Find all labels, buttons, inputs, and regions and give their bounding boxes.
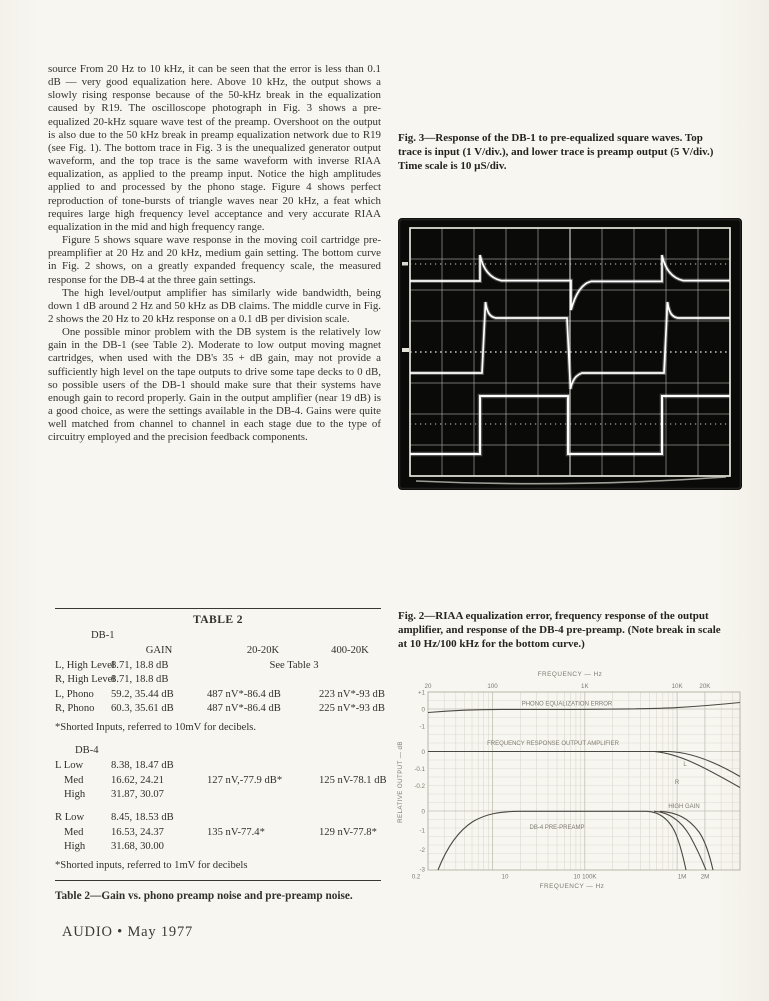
tick-label: 0 (421, 749, 425, 756)
curve-label-output-amplifier: FREQUENCY RESPONSE OUTPUT AMPLIFIER (487, 741, 619, 747)
bottom-axis-ticks (412, 874, 710, 881)
table-rule-bottom (55, 880, 381, 881)
tick-label: 0 (421, 706, 425, 714)
table-caption: Table 2—Gain vs. phono preamp noise and pre-preamp noise. (55, 890, 353, 902)
table-cell: 8.38, 18.47 dB (111, 760, 174, 771)
table-section-db4: DB-4 (75, 745, 99, 756)
table-spacer (55, 803, 381, 810)
table-cell (319, 811, 381, 824)
table-cell: 487 nV*-86.4 dB (207, 688, 281, 700)
curve-label-L: L (683, 762, 687, 768)
table-cell: 225 nV*-93 dB (319, 703, 385, 714)
table-footnote-db1: *Shorted Inputs, referred to 10mV for decibels. (55, 722, 257, 733)
curve-label-db4-pre-preamp: DB-4 PRE-PREAMP (529, 825, 585, 831)
scope-left-marker (402, 262, 408, 266)
table-cell: High (64, 841, 86, 852)
tick-label: 0.2 (411, 873, 421, 881)
page-footer: AUDIO • May 1977 (62, 924, 194, 940)
table-cell: L, Phono (55, 688, 94, 700)
fig2-chart (395, 664, 745, 904)
fig3-caption: Fig. 3—Response of the DB-1 to pre-equalized square waves. Top trace is input (1 V/div.), and lower trace is preamp output (5 V/div.) Time scale is 10 µS/div. (398, 132, 714, 172)
output-amp-left-curve (428, 752, 740, 777)
y-axis-ticks (414, 690, 425, 874)
table-cell (319, 788, 381, 801)
paragraph: Figure 5 shows square wave response in the moving coil cartridge pre-preamplifier at 20 Hz and 20 kHz, medium gain setting. The bottom curve in Fig. 2 shows, on a greatly expanded frequency scale, the measured response for the DB-4 at the three gain settings. (48, 234, 381, 286)
column-header: 20-20K (246, 645, 280, 656)
article-column (48, 63, 381, 445)
tick-label: -2 (419, 847, 425, 854)
db4-response-curve (438, 811, 647, 870)
table-cell (319, 840, 381, 853)
paragraph: The high level/output amplifier has similarly wide bandwidth, being down 1 dB around 2 Hz and 50 kHz as DB claims. The middle curve in Fig. 2 shows the 20 Hz to 20 kHz response on a 0.1 dB per division scale. (48, 286, 381, 325)
oscilloscope-photo (398, 218, 742, 490)
chart-grid (428, 692, 740, 870)
table-db1-grid (55, 644, 385, 715)
db4-rolloff-2 (654, 811, 706, 870)
table-title: TABLE 2 (193, 613, 243, 626)
top-axis-title: FREQUENCY — Hz (537, 671, 603, 678)
table-cell (55, 644, 111, 657)
tick-label: +1 (417, 689, 425, 697)
tick-label: 2M (700, 873, 710, 881)
tick-label: 10 100K (573, 873, 597, 881)
table-cell: High (64, 789, 86, 800)
tick-label: 20 (424, 683, 432, 690)
tick-label: -0.1 (414, 766, 425, 773)
tick-label: 100 (487, 683, 498, 690)
tick-label: -1 (419, 827, 425, 835)
table-cell: 129 nV-77.8* (319, 826, 377, 838)
table-cell (207, 811, 319, 824)
paragraph: source From 20 Hz to 10 kHz, it can be seen that the error is less than 0.1 dB — very good equalization here. Above 10 kHz, the output shows a slowly rising response because of the 50-kHz break in the equalization caused by R19. The oscilloscope photograph in Fig. 3 shows a pre-equalized 20-kHz square wave test of the preamp. Overshoot on the output is also due to the 50 kHz break in preamp equalization network due to R19 (see Fig. 1). The bottom trace in Fig. 3 is the unequalized generator output waveform, and the top trace is the same waveform with inverse RIAA equalization, as applied to the preamp input. Notice the high amplitudes applied to and processed by the phono stage. Figure 4 shows perfect reproduction of tone-bursts of triangle waves near 20 kHz, a feat which requires large high frequency level acceptance and very accurate RIAA equalization in the mid and high frequency range. (48, 63, 381, 233)
table-cell: Med (64, 826, 84, 838)
table-cell: 8.71, 18.8 dB (111, 659, 169, 671)
table-2 (55, 608, 387, 904)
table-cell (207, 759, 319, 772)
curve-label-phono-eq-error: PHONO EQUALIZATION ERROR (521, 701, 613, 708)
table-cell: 223 nV*-93 dB (319, 688, 385, 700)
table-cell: Med (64, 774, 84, 786)
table-cell (207, 840, 319, 853)
table-cell (207, 788, 319, 801)
tick-label: 0 (421, 808, 425, 816)
column-header: GAIN (145, 645, 173, 656)
table-cell: 135 nV-77.4* (207, 826, 265, 838)
table-cell: R Low (55, 812, 85, 823)
tick-label: -1 (419, 723, 425, 731)
table-cell: 127 nV,-77.9 dB* (207, 774, 283, 786)
table-cell: 16.62, 24.21 (111, 774, 164, 786)
table-cell: L Low (55, 760, 84, 771)
tick-label: 1K (581, 683, 589, 690)
top-axis-ticks (425, 683, 712, 690)
fig2-caption: Fig. 2—RIAA equalization error, frequency response of the output amplifier, and response of the DB-4 pre-preamp. (Note break in scale at 10 Hz/100 kHz for the bottom curve.) (398, 610, 721, 650)
table-cell: R, Phono (55, 703, 95, 714)
table-cell: 8.71, 18.8 dB (111, 674, 169, 685)
tick-label: 1M (677, 873, 687, 881)
curve-label-high-gain: HIGH GAIN (668, 804, 700, 810)
table-cell: 16.53, 24.37 (111, 826, 164, 838)
table-cell: 487 nV*-86.4 dB (207, 703, 281, 714)
table-cell: See Table 3 (269, 659, 319, 671)
scope-zero-marker (402, 348, 409, 352)
table-cell: R, High Level (55, 674, 116, 685)
table-cell: 31.87, 30.07 (111, 789, 164, 800)
table-cell (319, 673, 381, 686)
tick-label: 10K (671, 683, 683, 690)
table-cell: L, High Level (55, 659, 115, 671)
table-footnote-db4: *Shorted inputs, referred to 1mV for decibels (55, 860, 248, 871)
table-db4-grid (55, 759, 387, 853)
table-cell: 31.68, 30.00 (111, 841, 164, 852)
bottom-axis-title: FREQUENCY — Hz (539, 883, 605, 890)
table-cell (319, 759, 381, 772)
table-section-db1: DB-1 (91, 630, 115, 641)
table-rule-top (55, 608, 381, 609)
tick-label: 20K (699, 683, 711, 690)
curve-label-R: R (674, 780, 680, 786)
tick-label: 10 (501, 873, 509, 881)
column-header: 400-20K (331, 645, 369, 656)
table-cell: 8.45, 18.53 dB (111, 812, 174, 823)
table-cell: 125 nV-78.1 dB (319, 774, 387, 786)
table-cell (207, 673, 319, 686)
paragraph: One possible minor problem with the DB system is the relatively low gain in the DB-1 (see Table 2). Moderate to low output moving magnet cartridges, when used with the DB's 35 + dB gain, may not provide a sufficiently high level on the tape outputs to drive some tape decks to 0 dB, so possible users of the DB-1 should make sure that their systems have enough gain to record properly. Gain in the output amplifier (near 19 dB) is a good choice, as were the settings available in the DB-4. Gains were quite well matched from channel to channel in each stage due to the type of circuitry employed and the precision feedback components. (48, 326, 381, 444)
y-axis-title: RELATIVE OUTPUT — dB (397, 741, 404, 823)
table-cell: 60.3, 35.61 dB (111, 703, 174, 714)
table-cell: 59.2, 35.44 dB (111, 688, 174, 700)
tick-label: -0.2 (414, 783, 425, 790)
tick-label: -3 (419, 866, 425, 874)
db4-rolloff-1 (647, 811, 686, 870)
